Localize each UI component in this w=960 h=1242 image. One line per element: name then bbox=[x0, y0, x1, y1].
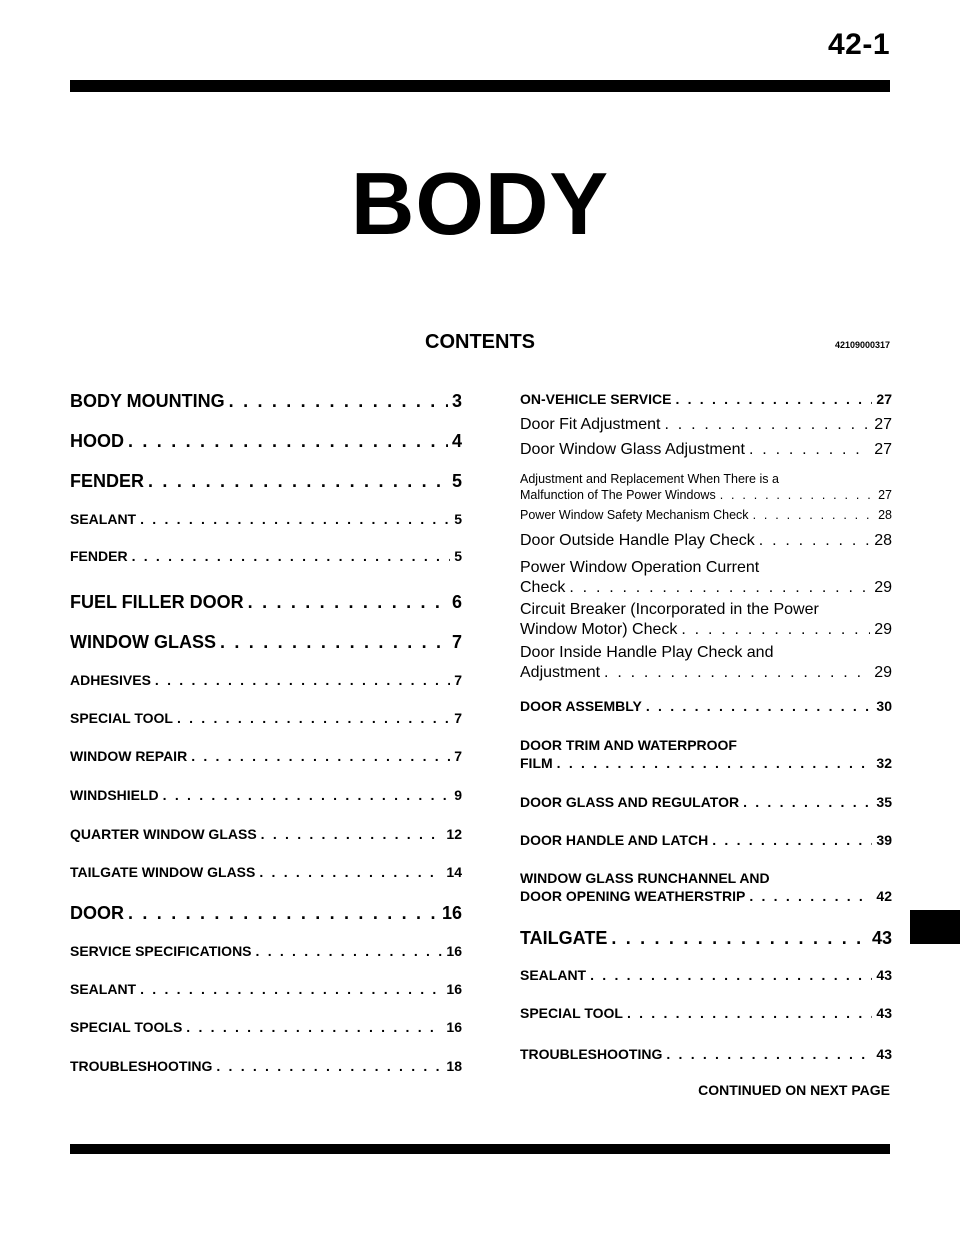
toc-entry-title: SEALANT bbox=[70, 981, 137, 997]
toc-entry-page: 39 bbox=[876, 832, 892, 848]
dot-leader bbox=[148, 470, 448, 492]
toc-entry[interactable] bbox=[520, 471, 892, 503]
toc-entry-page: 29 bbox=[874, 664, 892, 681]
continued-note: CONTINUED ON NEXT PAGE bbox=[698, 1082, 890, 1098]
toc-entry-title: TROUBLESHOOTING bbox=[70, 1058, 213, 1074]
toc-entry[interactable] bbox=[70, 671, 462, 689]
toc-entry-title: TROUBLESHOOTING bbox=[520, 1046, 663, 1062]
toc-entry-page: 14 bbox=[446, 864, 462, 880]
toc-entry-title: QUARTER WINDOW GLASS bbox=[70, 826, 257, 842]
toc-entry[interactable] bbox=[70, 1018, 462, 1036]
dot-leader bbox=[248, 591, 448, 613]
toc-entry-title: DOOR OPENING WEATHERSTRIP bbox=[520, 888, 746, 904]
dot-leader bbox=[665, 415, 871, 435]
toc-entry-page: 3 bbox=[451, 391, 462, 411]
toc-entry-title: ADHESIVES bbox=[70, 672, 151, 688]
toc-entry[interactable] bbox=[70, 747, 462, 765]
toc-entry[interactable] bbox=[520, 643, 892, 683]
toc-entry-title: BODY MOUNTING bbox=[70, 391, 225, 411]
toc-entry-page: 43 bbox=[871, 928, 892, 948]
toc-entry-page: 27 bbox=[878, 488, 892, 502]
page-title: BODY bbox=[350, 154, 610, 253]
dot-leader bbox=[128, 902, 438, 924]
toc-entry[interactable] bbox=[520, 1004, 892, 1022]
bottom-rule bbox=[70, 1144, 890, 1154]
toc-entry-page: 16 bbox=[446, 943, 462, 959]
dot-leader bbox=[132, 547, 451, 565]
toc-entry-page: 7 bbox=[451, 632, 462, 652]
toc-entry-page: 27 bbox=[874, 441, 892, 458]
toc-entry-title: FENDER bbox=[70, 548, 128, 564]
toc-entry-title: SEALANT bbox=[70, 511, 137, 527]
toc-entry-title: DOOR HANDLE AND LATCH bbox=[520, 832, 709, 848]
dot-leader bbox=[712, 831, 872, 849]
toc-entry-title: ON-VEHICLE SERVICE bbox=[520, 391, 672, 407]
toc-entry-page: 28 bbox=[878, 508, 892, 522]
toc-entry-title: Adjustment bbox=[520, 664, 601, 681]
toc-entry-title: TAILGATE bbox=[520, 928, 608, 948]
dot-leader bbox=[229, 390, 448, 412]
toc-entry-title-line1: WINDOW GLASS RUNCHANNEL AND bbox=[520, 870, 770, 886]
dot-leader bbox=[627, 1004, 872, 1022]
toc-entry-title: DOOR ASSEMBLY bbox=[520, 698, 642, 714]
toc-entry-title: Window Motor) Check bbox=[520, 621, 678, 638]
toc-entry[interactable] bbox=[520, 531, 892, 551]
toc-entry-title: SPECIAL TOOL bbox=[520, 1005, 623, 1021]
toc-entry-page: 5 bbox=[451, 471, 462, 491]
toc-entry-title-line1: Power Window Operation Current bbox=[520, 559, 760, 576]
toc-entry[interactable] bbox=[520, 966, 892, 984]
toc-entry-page: 27 bbox=[874, 416, 892, 433]
toc-entry[interactable] bbox=[70, 510, 462, 528]
toc-entry-title: Power Window Safety Mechanism Check bbox=[520, 508, 749, 522]
toc-entry[interactable] bbox=[70, 547, 462, 565]
dot-leader bbox=[186, 1018, 442, 1036]
toc-entry[interactable] bbox=[70, 902, 462, 924]
toc-entry-title: TAILGATE WINDOW GLASS bbox=[70, 864, 256, 880]
toc-entry[interactable] bbox=[520, 390, 892, 408]
dot-leader bbox=[720, 487, 874, 503]
toc-entry-page: 30 bbox=[876, 698, 892, 714]
toc-entry[interactable] bbox=[70, 390, 462, 412]
toc-entry[interactable] bbox=[70, 470, 462, 492]
dot-leader bbox=[743, 793, 872, 811]
dot-leader bbox=[140, 980, 442, 998]
toc-entry-title: WINDOW GLASS bbox=[70, 632, 216, 652]
dot-leader bbox=[191, 747, 450, 765]
contents-label: CONTENTS bbox=[425, 331, 535, 353]
dot-leader bbox=[216, 1057, 442, 1075]
toc-entry-title: Door Window Glass Adjustment bbox=[520, 441, 745, 458]
toc-entry[interactable] bbox=[70, 786, 462, 804]
dot-leader bbox=[666, 1045, 872, 1063]
toc-entry[interactable] bbox=[520, 831, 892, 849]
toc-entry-title-line1: Circuit Breaker (Incorporated in the Power bbox=[520, 601, 819, 618]
dot-leader bbox=[749, 440, 870, 460]
contents-heading bbox=[70, 331, 890, 357]
toc-entry-page: 6 bbox=[451, 592, 462, 612]
toc-entry-page: 16 bbox=[446, 1019, 462, 1035]
toc-entry-title: FILM bbox=[520, 755, 553, 771]
toc-entry-title: Malfunction of The Power Windows bbox=[520, 488, 716, 502]
dot-leader bbox=[675, 390, 872, 408]
toc-entry[interactable] bbox=[520, 440, 892, 460]
dot-leader bbox=[256, 942, 443, 960]
dot-leader bbox=[140, 510, 450, 528]
toc-entry[interactable] bbox=[520, 927, 892, 949]
toc-entry[interactable] bbox=[520, 793, 892, 811]
toc-entry-page: 7 bbox=[454, 710, 462, 726]
dot-leader bbox=[749, 887, 872, 905]
toc-entry-title: Check bbox=[520, 579, 566, 596]
toc-entry-page: 4 bbox=[451, 431, 462, 451]
toc-entry-title: Door Outside Handle Play Check bbox=[520, 532, 755, 549]
section-tab bbox=[910, 910, 960, 944]
toc-entry-title: DOOR GLASS AND REGULATOR bbox=[520, 794, 740, 810]
toc-entry-title: WINDOW REPAIR bbox=[70, 748, 188, 764]
dot-leader bbox=[163, 786, 451, 804]
toc-entry[interactable] bbox=[520, 736, 892, 772]
toc-entry[interactable] bbox=[520, 558, 892, 598]
dot-leader bbox=[681, 620, 870, 640]
dot-leader bbox=[261, 825, 443, 843]
toc-entry-page: 43 bbox=[876, 967, 892, 983]
dot-leader bbox=[128, 430, 448, 452]
toc-entry-title: Door Fit Adjustment bbox=[520, 416, 661, 433]
toc-entry[interactable] bbox=[520, 869, 892, 905]
toc-entry-title: SEALANT bbox=[520, 967, 587, 983]
dot-leader bbox=[259, 863, 442, 881]
dot-leader bbox=[220, 631, 448, 653]
top-rule bbox=[70, 80, 890, 92]
toc-entry-title: FENDER bbox=[70, 471, 145, 491]
dot-leader bbox=[569, 578, 870, 598]
toc-entry[interactable] bbox=[70, 631, 462, 653]
toc-entry-page: 42 bbox=[876, 888, 892, 904]
toc-entry-page: 27 bbox=[876, 391, 892, 407]
dot-leader bbox=[611, 927, 868, 949]
toc-entry[interactable] bbox=[70, 591, 462, 613]
toc-entry[interactable] bbox=[70, 1057, 462, 1075]
toc-entry-title-line1: Door Inside Handle Play Check and bbox=[520, 644, 774, 661]
toc-entry-title-line1: Adjustment and Replacement When There is a bbox=[520, 472, 779, 486]
dot-leader bbox=[753, 507, 875, 523]
toc-entry-page: 5 bbox=[454, 511, 462, 527]
dot-leader bbox=[759, 531, 870, 551]
dot-leader bbox=[646, 697, 873, 715]
toc-entry[interactable] bbox=[70, 825, 462, 843]
dot-leader bbox=[177, 709, 450, 727]
toc-entry-title: HOOD bbox=[70, 431, 124, 451]
contents-code: 42109000317 bbox=[834, 340, 890, 350]
toc-entry-page: 7 bbox=[454, 748, 462, 764]
dot-leader bbox=[557, 754, 873, 772]
toc-entry-page: 29 bbox=[874, 579, 892, 596]
toc-entry-page: 29 bbox=[874, 621, 892, 638]
dot-leader bbox=[155, 671, 450, 689]
toc-entry-title: SERVICE SPECIFICATIONS bbox=[70, 943, 252, 959]
toc-entry-title: DOOR bbox=[70, 903, 124, 923]
page-number: 42-1 bbox=[827, 28, 890, 61]
toc-entry-page: 7 bbox=[454, 672, 462, 688]
toc-entry[interactable] bbox=[70, 942, 462, 960]
toc-entry[interactable] bbox=[520, 415, 892, 435]
toc-entry[interactable] bbox=[520, 600, 892, 640]
toc-entry-page: 35 bbox=[876, 794, 892, 810]
toc-entry-page: 9 bbox=[454, 787, 462, 803]
toc-entry-page: 43 bbox=[876, 1046, 892, 1062]
toc-entry[interactable] bbox=[520, 1045, 892, 1063]
toc-entry-page: 43 bbox=[876, 1005, 892, 1021]
toc-entry-page: 18 bbox=[446, 1058, 462, 1074]
toc-entry[interactable] bbox=[70, 863, 462, 881]
toc-entry-title: SPECIAL TOOL bbox=[70, 710, 173, 726]
toc-entry[interactable] bbox=[70, 980, 462, 998]
toc-entry-page: 12 bbox=[446, 826, 462, 842]
toc-entry-page: 16 bbox=[441, 903, 462, 923]
toc-entry[interactable] bbox=[520, 697, 892, 715]
toc-entry-page: 16 bbox=[446, 981, 462, 997]
dot-leader bbox=[590, 966, 872, 984]
toc-entry-page: 28 bbox=[874, 532, 892, 549]
toc-entry-page: 32 bbox=[876, 755, 892, 771]
toc-entry-title-line1: DOOR TRIM AND WATERPROOF bbox=[520, 737, 737, 753]
toc-entry[interactable] bbox=[70, 709, 462, 727]
dot-leader bbox=[604, 663, 870, 683]
toc-entry-page: 5 bbox=[454, 548, 462, 564]
toc-entry-title: SPECIAL TOOLS bbox=[70, 1019, 183, 1035]
toc-entry-title: WINDSHIELD bbox=[70, 787, 159, 803]
toc-entry-title: FUEL FILLER DOOR bbox=[70, 592, 244, 612]
toc-entry[interactable] bbox=[70, 430, 462, 452]
toc-entry[interactable] bbox=[520, 507, 892, 523]
